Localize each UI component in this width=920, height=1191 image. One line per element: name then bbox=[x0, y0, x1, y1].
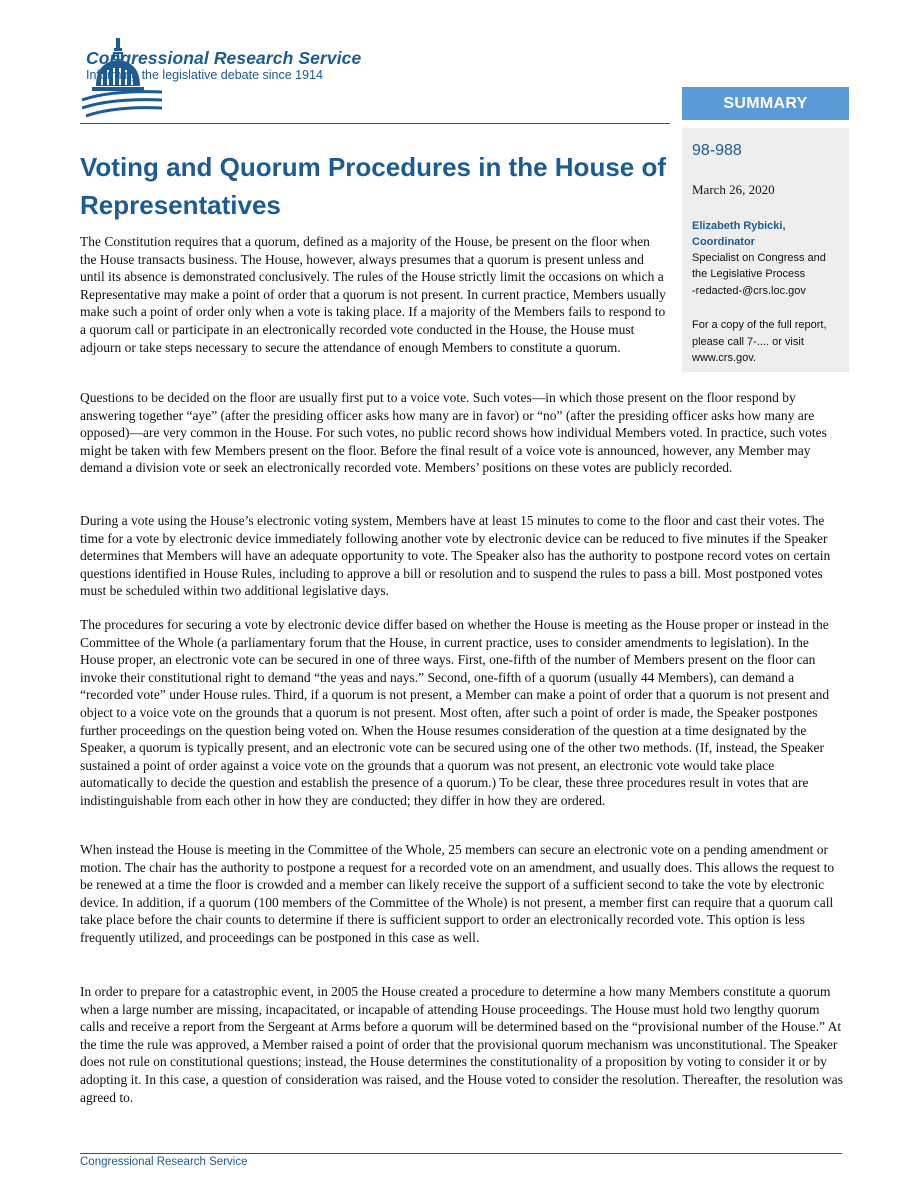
paragraph-electronic-voting: During a vote using the House’s electronic voting system, Members have at least 15 minutes to come to the floor and cast their votes. The time for a vote by electronic device immediately following another vote by electronic device can be reduced to five minutes if the Speaker determines that Members will have an adequate opportunity to vote. The Speaker also has the authority to postpone record votes on certain questions identified in House Rules, including to approve a bill or resolution and to suspend the rules to pass a bill. Most postponed votes must be scheduled within two additional legislative days. bbox=[80, 513, 831, 599]
paragraph-voice-votes: Questions to be decided on the floor are usually first put to a voice vote. Such votes—in which those present on the floor respond by answering together “aye” (after the presiding officer asks how many are in favor) or “no” (after the presiding officer asks how many are opposed)—are very common in the House. For such votes, no public record shows how individual Members voted. In practice, such votes might be taken with few Members present on the floor. Before the final result of a voice vote is announced, however, any Member may demand a division vote or seek an electronically recorded vote. Members’ positions on these votes are publicly recorded. bbox=[80, 390, 827, 476]
copy-note: For a copy of the full report, please call 7-.... or visit www.crs.gov. bbox=[692, 319, 827, 364]
author-title-line2: the Legislative Process bbox=[692, 268, 806, 280]
org-tagline: Informing the legislative debate since 1914 bbox=[86, 68, 323, 82]
report-date: March 26, 2020 bbox=[692, 182, 775, 197]
header-divider bbox=[80, 123, 670, 124]
author-title-line1: Specialist on Congress and bbox=[692, 252, 826, 264]
page-title: Voting and Quorum Procedures in the House of Representatives bbox=[80, 152, 667, 220]
paragraph-quorum-requirement: The Constitution requires that a quorum, defined as a majority of the House, be present on the floor when the House transacts business. The House, however, always presumes that a quorum is present unless and until its absence is demonstrated conclusively. The rules of the House strictly limit the occasions on which a Representative may make a point of order that a quorum is not present. In current practice, Members usually make such a point of order only when a vote is taking place. If a majority of the Members fails to respond to a quorum call or participate in an electronically recorded vote conducted in the House, the House must adjourn or take steps necessary to secure the attendance of enough Members to constitute a quorum. bbox=[80, 234, 666, 355]
author-email[interactable]: -redacted-@crs.loc.gov bbox=[692, 285, 806, 297]
paragraph-catastrophic-event: In order to prepare for a catastrophic event, in 2005 the House created a procedure to determine a how many Members constitute a quorum when a large number are missing, incapacitated, or incapable of attending House proceedings. The House must hold two lengthy quorum calls and receive a report from the Sergeant at Arms before a quorum will be determined based on the “provisional number of the House.” At the time the rule was approved, a Member raised a point of order that the provisional quorum mechanism was unconstitutional. The Speaker does not rule on constitutional questions; instead, the House determines the constitutionality of a proposition by voting to consider it or by adopting it. In this case, a question of consideration was raised, and the House voted to consider the resolution. Thereafter, the resolution was agreed to. bbox=[80, 984, 843, 1105]
org-name: Congressional Research Service bbox=[86, 48, 362, 68]
paragraph-securing-vote: The procedures for securing a vote by electronic device differ based on whether the House is meeting as the House proper or instead in the Committee of the Whole (a parliamentary forum that the House, in current practice, uses to consider amendments to legislation). In the House proper, an electronic vote can be secured in one of three ways. First, one-fifth of the number of Members present on the floor can invoke their constitutional right to demand “the yeas and nays.” Second, one-fifth of a quorum (usually 44 Members), can demand a “recorded vote” under House rules. Third, if a quorum is not present, a Member can make a point of order that a quorum is not present and object to a voice vote on the grounds that a quorum is not present. Most often, after such a point of order is made, the Speaker postpones further proceedings on the question being voted on. When the House resumes consideration of the question at a time designated by the Speaker, a quorum is typically present, and an electronic vote can be secured using one of the other two methods. (If, instead, the Speaker sustained a point of order against a voice vote on the grounds that a quorum was not present, an electronic vote would take place automatically to decide the question and establish the presence of a quorum.) To be clear, these three procedures result in votes that are indistinguishable from each other in how they are conducted; they differ in how they are ordered. bbox=[80, 617, 830, 808]
summary-tab: SUMMARY bbox=[682, 87, 849, 120]
paragraph-committee-of-whole: When instead the House is meeting in the Committee of the Whole, 25 members can secure an electronic vote on a pending amendment or motion. The chair has the authority to postpone a request for a recorded vote on an amendment, and usually does. This allows the request to be renewed at a time the floor is crowded and a member can likely receive the support of a sufficient second to take the vote by electronic device. In addition, if a quorum (100 members of the Committee of the Whole) is not present, a member first can require that a quorum call take place before the chair counts to determine if there is sufficient support to order an electronically recorded vote. This option is less frequently utilized, and proceedings can be postponed in this case as well. bbox=[80, 842, 835, 945]
author-name: Elizabeth Rybicki, bbox=[692, 220, 786, 232]
author-role: Coordinator bbox=[692, 236, 755, 248]
report-number: 98-988 bbox=[692, 142, 742, 159]
summary-sidebar bbox=[682, 128, 849, 372]
footer-org-name: Congressional Research Service bbox=[80, 1156, 248, 1168]
footer-divider bbox=[80, 1153, 842, 1154]
